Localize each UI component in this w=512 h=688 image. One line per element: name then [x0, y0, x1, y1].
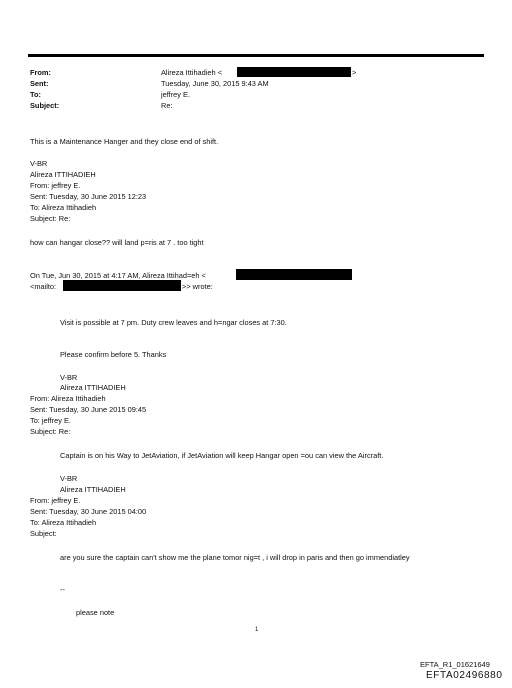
page-number: 1 [255, 627, 259, 633]
subject-label: Subject: [30, 101, 60, 110]
from-value: Alireza Ittihadieh < [161, 68, 223, 77]
to-label: To: [30, 90, 41, 99]
quoted-subject-3: Subject: [30, 529, 57, 538]
signature-name-2: Alireza ITTIHADIEH [60, 383, 126, 392]
from-value-end: > [352, 68, 357, 77]
message-visit: Visit is possible at 7 pm. Duty crew leaves and h=ngar closes at 7:30. [60, 318, 287, 327]
from-label: From: [30, 68, 51, 77]
message-confirm: Please confirm before 5. Thanks [60, 350, 167, 359]
quoted-from-2: From: Alireza Ittihadieh [30, 394, 106, 403]
to-value: jeffrey E. [161, 90, 191, 99]
please-note: please note [76, 608, 115, 617]
signature-name: Alireza ITTIHADIEH [30, 170, 96, 179]
quoted-from: From: jeffrey E. [30, 181, 81, 190]
quoted-sent-3: Sent: Tuesday, 30 June 2015 04:00 [30, 507, 147, 516]
mailto-prefix: <mailto: [30, 282, 57, 291]
quoted-to-2: To: jeffrey E. [30, 416, 71, 425]
body-line-maintenance: This is a Maintenance Hanger and they close end of shift. [30, 137, 219, 146]
wrote-suffix: >> wrote: [182, 282, 213, 291]
message-hangar-close: how can hangar close?? will land p=ris at 7 . too tight [30, 238, 204, 247]
quoted-from-3: From: jeffrey E. [30, 496, 81, 505]
redaction-email-1 [236, 269, 352, 280]
bates-number-1: EFTA_R1_01621649 [420, 660, 490, 669]
signature-dashes: -- [60, 585, 65, 594]
redaction-from-email [237, 67, 351, 77]
quoted-subject: Subject: Re: [30, 214, 71, 223]
quoted-sent-2: Sent: Tuesday, 30 June 2015 09:45 [30, 405, 147, 414]
message-are-you-sure: are you sure the captain can't show me the plane tomor nig=t , i will drop in paris and then go immendiatley [60, 553, 410, 562]
quoted-to: To: Alireza Ittihadieh [30, 203, 97, 212]
subject-value: Re: [161, 101, 173, 110]
quoted-sent: Sent: Tuesday, 30 June 2015 12:23 [30, 192, 147, 201]
signature-vbr: V-BR [30, 159, 48, 168]
signature-vbr-3: V-BR [60, 474, 78, 483]
sent-value: Tuesday, June 30, 2015 9:43 AM [161, 79, 269, 88]
redaction-email-2 [63, 280, 181, 291]
quoted-to-3: To: Alireza Ittihadieh [30, 518, 97, 527]
sent-label: Sent: [30, 79, 49, 88]
signature-name-3: Alireza ITTIHADIEH [60, 485, 126, 494]
quoted-subject-2: Subject: Re: [30, 427, 71, 436]
bates-number-2: EFTA02496880 [426, 670, 503, 681]
message-captain: Captain is on his Way to JetAviation, if JetAviation will keep Hangar open =ou can view the Aircraft. [60, 451, 384, 460]
signature-vbr-2: V-BR [60, 373, 78, 382]
on-date-wrote-line: On Tue, Jun 30, 2015 at 4:17 AM, Alireza Ittihad=eh < [30, 271, 206, 280]
header-rule [28, 54, 484, 57]
